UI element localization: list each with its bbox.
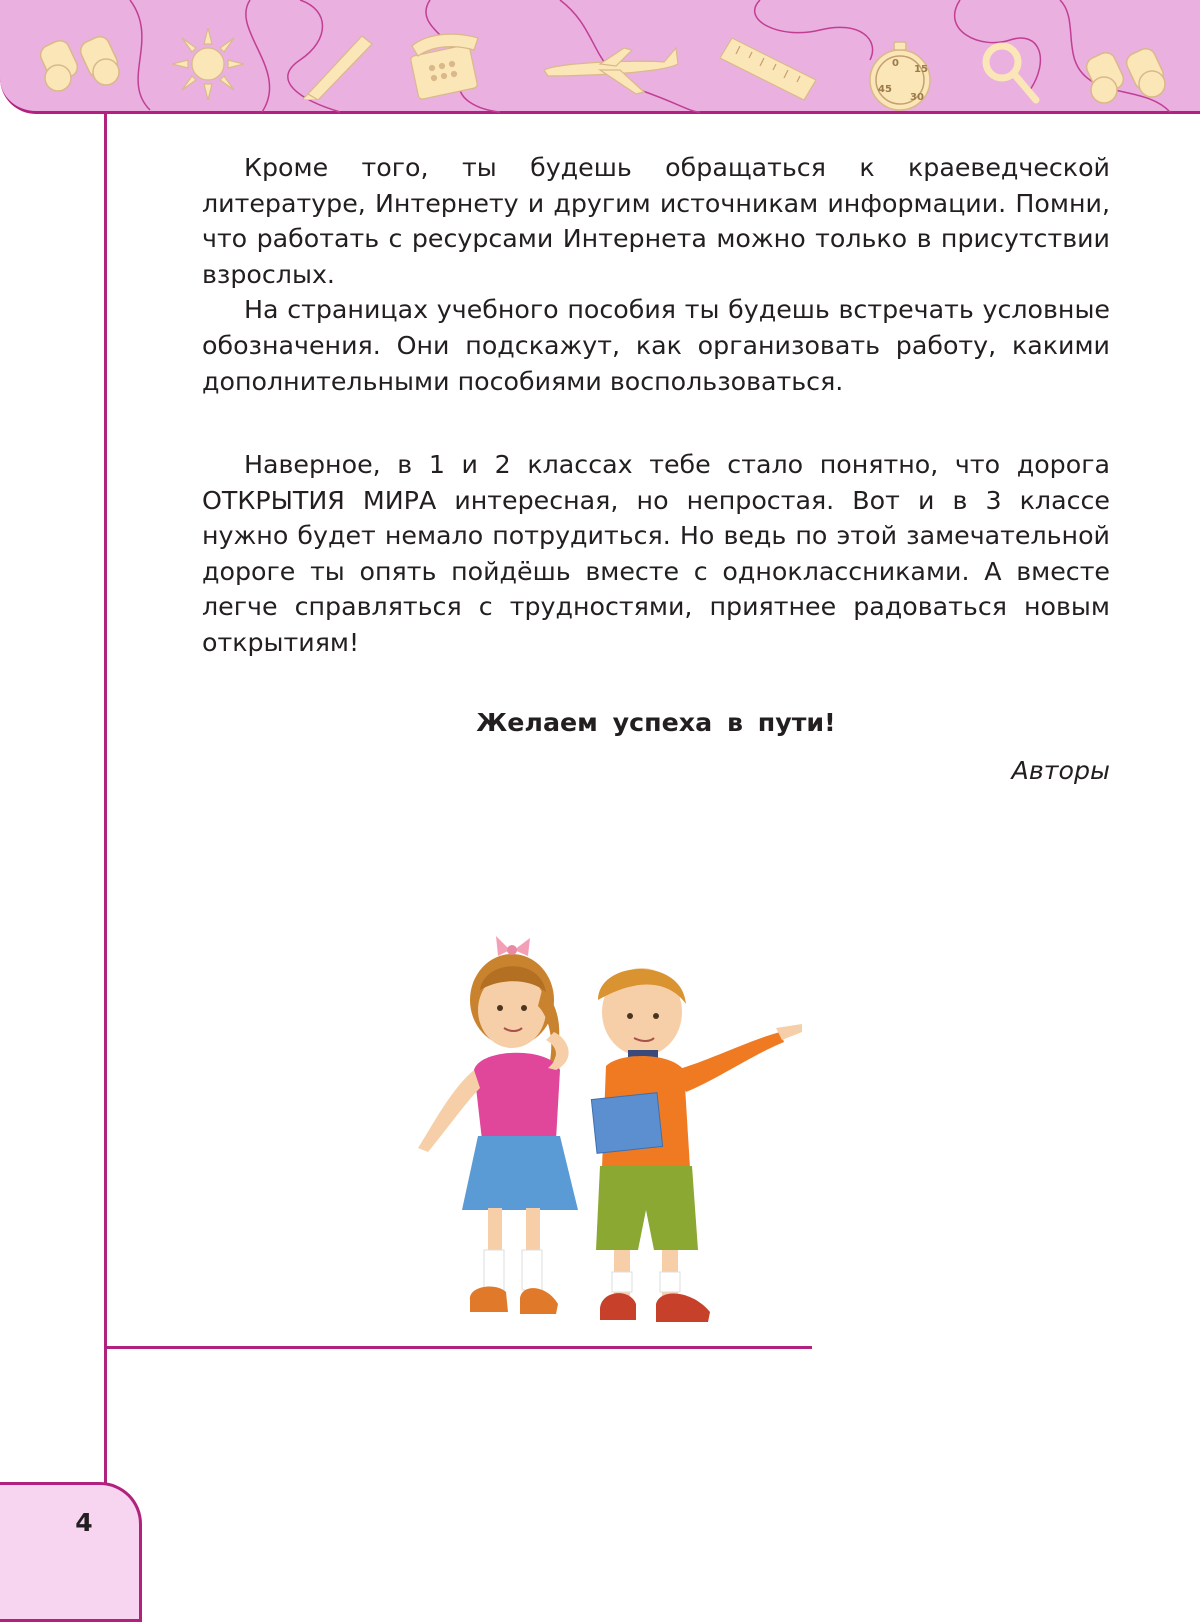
page-number-tab: [0, 1482, 142, 1622]
paragraph-symbols: На страницах учебного пособия ты будешь встречать условные обозначения. Они подскажут, как организовать работу, какими дополнительными пособиями воспользоваться.: [202, 295, 1110, 396]
boy-figure: [591, 968, 802, 1322]
children-illustration: [410, 920, 810, 1360]
stopwatch-label-15: 15: [914, 64, 928, 75]
stopwatch-label-0: 0: [892, 58, 899, 69]
girl-figure: [418, 936, 578, 1314]
paragraph-resources: Кроме того, ты будешь обращаться к краеведческой литературе, Интернету и другим источникам информации. Помни, что работать с ресурсами Интернета можно только в присутствии взрослых.: [202, 153, 1110, 289]
airplane-icon: [540, 40, 680, 96]
signature-authors: Авторы: [1011, 756, 1110, 785]
margin-frame-line: [104, 114, 107, 1490]
telephone-icon: [408, 28, 488, 100]
binoculars-icon: [1082, 40, 1178, 106]
stopwatch-label-45: 45: [878, 84, 892, 95]
intro-text-group-2: [202, 447, 1110, 661]
paragraph-discovery-road: Наверное, в 1 и 2 классах тебе стало понятно, что дорога ОТКРЫТИЯ МИРА интересная, но непростая. Вот и в 3 классе нужно будет немало потрудиться. Но ведь по этой замечательной дороге ты опять пойдёшь вместе с одноклассниками. А вместе легче справляться с трудностями, приятнее радоваться новым открытиям!: [202, 450, 1110, 657]
page-number: 4: [75, 1508, 93, 1537]
closing-wish: Желаем успеха в пути!: [476, 708, 836, 737]
header-band: [0, 0, 1200, 114]
binoculars-icon: [36, 28, 132, 94]
ruler-icon: [718, 34, 818, 104]
intro-text-group-1: [202, 150, 1110, 399]
sun-icon: [172, 28, 244, 100]
pencil-icon: [300, 28, 380, 100]
magnifier-icon: [978, 38, 1042, 106]
stopwatch-icon: [862, 40, 938, 112]
stopwatch-label-30: 30: [910, 92, 924, 103]
